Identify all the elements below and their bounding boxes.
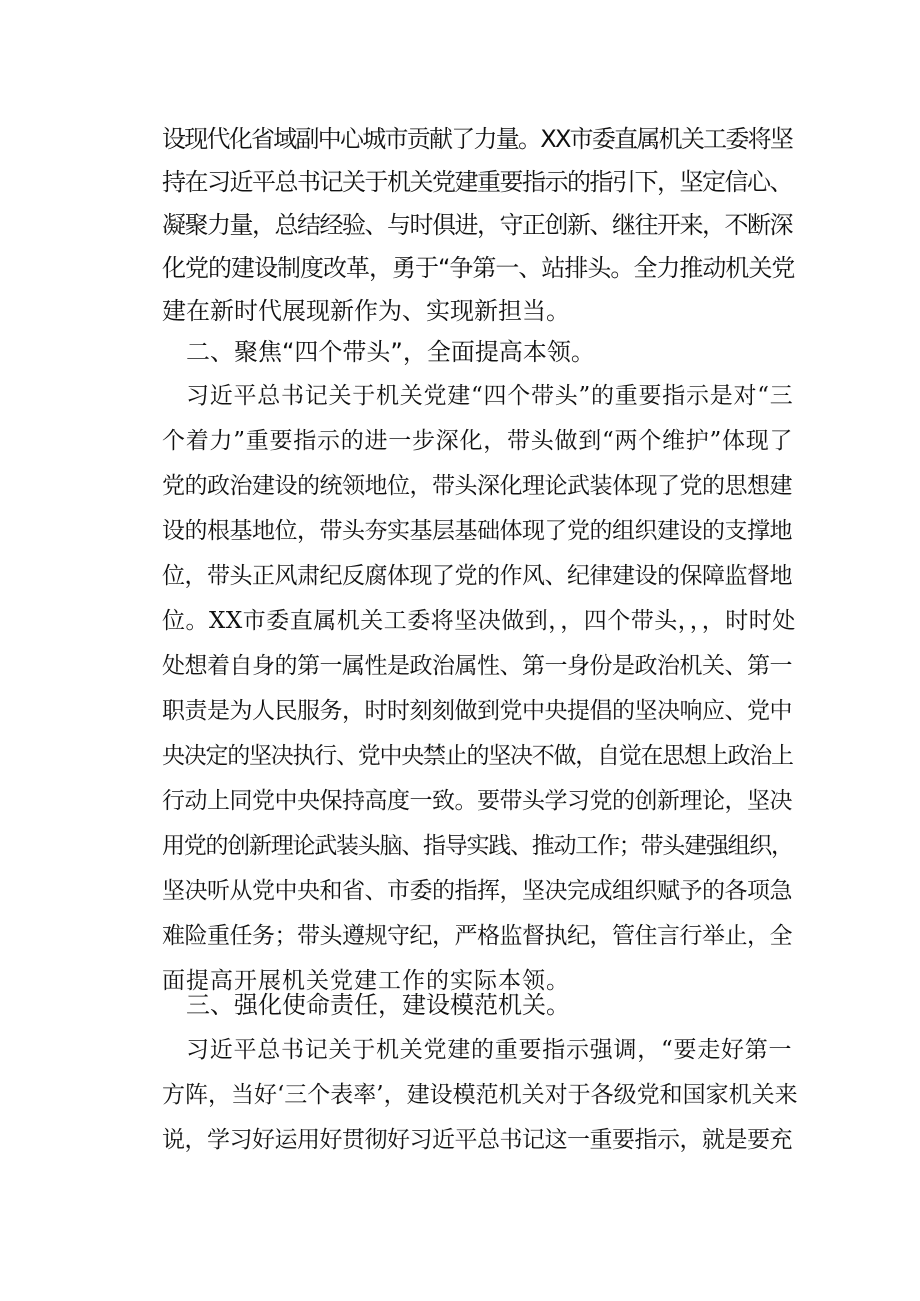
paragraph-section-3 bbox=[162, 1028, 798, 1163]
text-line: 方阵，当好‘三个表率’，建设模范机关对于各级党和国家机关来 bbox=[162, 1082, 798, 1108]
text-line: 面提高开展机关党建工作的实际本领。 bbox=[162, 968, 570, 994]
heading-text: 三、强化使命责任，建设模范机关。 bbox=[186, 991, 570, 1019]
section-heading-3 bbox=[162, 983, 798, 1028]
text-line: 坚决听从党中央和省、市委的指挥，坚决完成组织赋予的各项急 bbox=[162, 878, 792, 904]
text-line: 位。XX市委直属机关工委将坚决做到，，四个带头，，，时时处 bbox=[162, 608, 796, 634]
text-line: 用党的创新理论武装头脑、指导实践、推动工作；带头建强组织， bbox=[162, 833, 793, 859]
text-line: 职责是为人民服务，时时刻刻做到党中央提倡的坚决响应、党中 bbox=[162, 698, 792, 724]
text-line: 央决定的坚决执行、党中央禁止的坚决不做，自觉在思想上政治上 bbox=[162, 743, 793, 769]
text-line: 党的政治建设的统领地位，带头深化理论武装体现了党的思想建 bbox=[162, 473, 792, 499]
text-line: 设现代化省域副中心城市贡献了力量。XX市委直属机关工委将坚 bbox=[162, 125, 793, 153]
text-line: 设的根基地位，带头夯实基层基础体现了党的组织建设的支撑地 bbox=[162, 518, 792, 544]
text-line: 行动上同党中央保持高度一致。要带头学习党的创新理论，坚决 bbox=[162, 788, 792, 814]
text-line: 持在习近平总书记关于机关党建重要指示的指引下，坚定信心、 bbox=[162, 168, 792, 196]
section-heading-2 bbox=[162, 331, 798, 374]
text-line: 处想着自身的第一属性是政治属性、第一身份是政治机关、第一 bbox=[162, 653, 792, 679]
text-line: 个着力”重要指示的进一步深化，带头做到“两个维护”体现了 bbox=[162, 428, 794, 454]
text-line: 习近平总书记关于机关党建“四个带头”的重要指示是对“三 bbox=[186, 383, 794, 409]
text-line: 难险重任务；带头遵规守纪，严格监督执纪，管住言行举止，全 bbox=[162, 923, 792, 949]
heading-text: 二、聚焦“四个带头”，全面提高本领。 bbox=[186, 338, 595, 366]
paragraph-section-2 bbox=[162, 374, 798, 1004]
text-line: 凝聚力量，总结经验、与时俱进，守正创新、继往开来，不断深 bbox=[162, 211, 792, 239]
paragraph-continuation bbox=[162, 118, 798, 333]
text-line: 建在新时代展现新作为、实现新担当。 bbox=[162, 297, 570, 325]
text-line: 习近平总书记关于机关党建的重要指示强调，“要走好第一 bbox=[186, 1037, 793, 1063]
text-line: 位，带头正风肃纪反腐体现了党的作风、纪律建设的保障监督地 bbox=[162, 563, 792, 589]
text-line: 说，学习好运用好贯彻好习近平总书记这一重要指示，就是要充 bbox=[162, 1127, 792, 1153]
text-line: 化党的建设制度改革，勇于“争第一、站排头。全力推动机关党 bbox=[162, 254, 795, 282]
